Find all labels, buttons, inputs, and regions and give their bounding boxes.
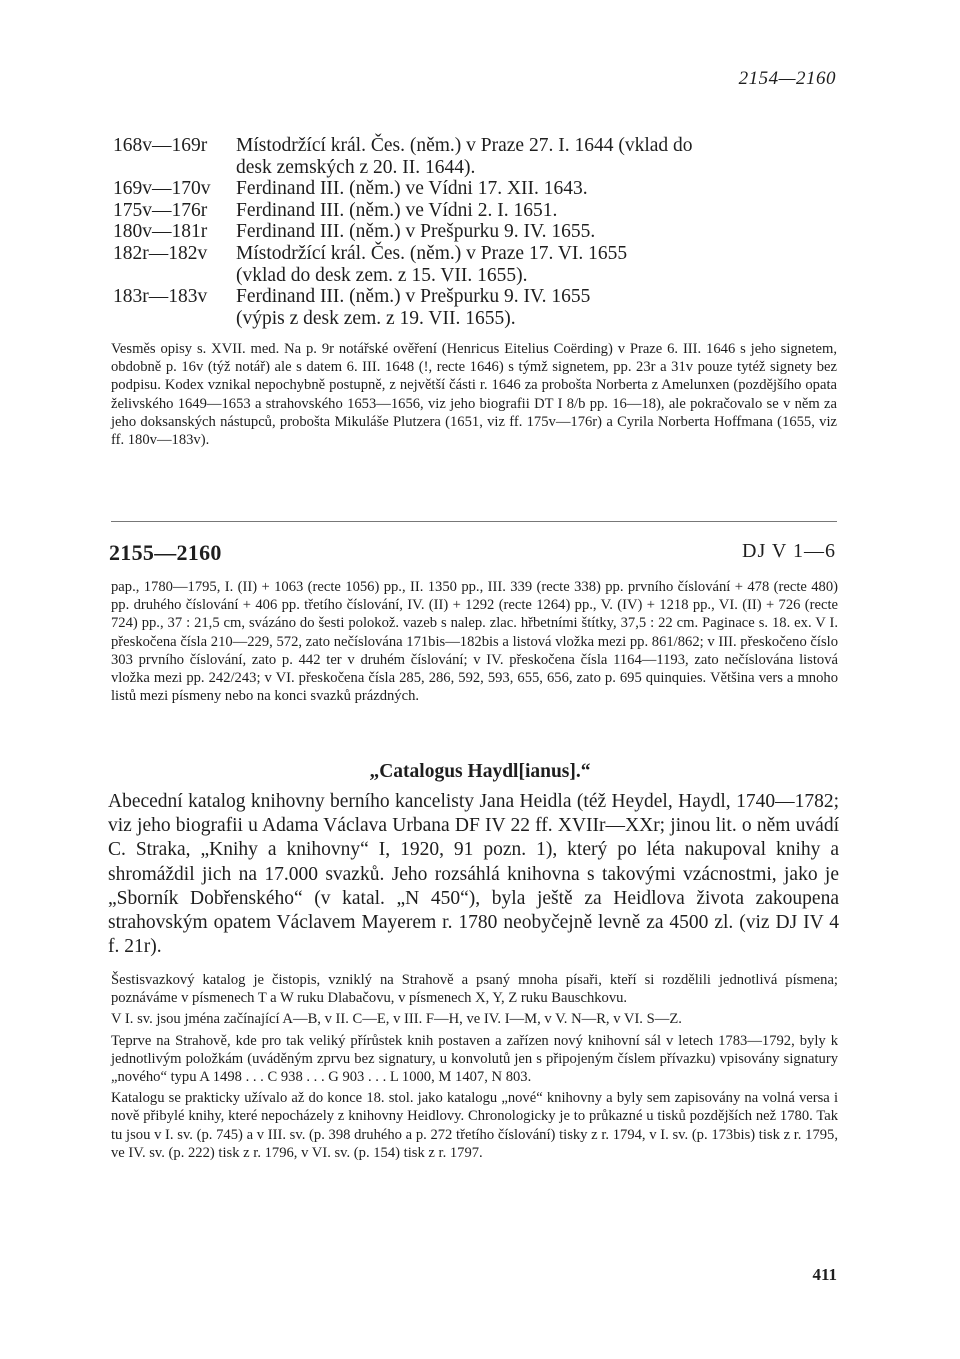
folio-range: 169v—170v — [113, 178, 211, 200]
shelf-signature: DJ V 1—6 — [742, 540, 836, 562]
catalog-notes — [111, 971, 838, 1165]
charter-description: Ferdinand III. (něm.) ve Vídni 2. I. 1651. — [236, 199, 558, 221]
codex-note: Vesměs opisy s. XVII. med. Na p. 9r notářské ověření (Henricus Eitelius Coërding) v Praze 6. III. 1646 s jeho signetem, obdobně p. 16v (týž notář) ale s datem 6. III. 1648 (!, recte 1646) s týmž signetem, pp. 23r a 31v pouze tytéž signety bez podpisu. Kodex vznikal nepochybně postupně, z největší části r. 1646 za proboštа Norberta z Amelunxen (pozdějšího opata želivského 1649—1653 a strahovského 1653—1656, viz jeho biografii DT I 8/b pp. 16—18), ale pokračovalo se v něm za jeho doksanských nástupců, proboštа Mikuláše Plutzera (1651, viz ff. 175v—176r) a Cyrila Norberta Hoffmana (1655, viz ff. 180v—183v). — [111, 341, 837, 449]
charter-description: Ferdinand III. (něm.) v Prešpurku 9. IV. 1655. — [236, 221, 596, 243]
folio-range: 182r—182v — [113, 242, 208, 264]
charter-entry — [113, 178, 843, 200]
catalog-title: „Catalogus Haydl[ianus].“ — [369, 761, 591, 782]
charter-description: Ferdinand III. (něm.) v Prešpurku 9. IV. 1655 (výpis z desk zem. z 19. VII. 1655). — [236, 286, 591, 329]
page-number: 411 — [812, 1265, 837, 1284]
catalog-abstract: Abecední katalog knihovny berního kancelisty Jana Heidla (též Heydel, Haydl, 1740—1782; viz jeho biografii u Adama Václava Urbana DF IV 22 ff. XVIIr—XXr; jinou lit. o něm uvádí C. Straka, „Knihy a knihovny“ I, 1920, 91 pozn. 1), který po léta nakupoval knihy a shromáždil jich na 17.000 svazků. Jeho rozsáhlá knihovna s takovými vzácnostmi, jako je „Sborník Dobřenského“ (v katal. „N 450“), byla ještě za Heidlova života zakoupena strahovským opatem Václavem Mayerem r. 1780 neobyčejně levně za 4500 zl. (viz DJ IV 4 f. 21r). — [108, 791, 839, 958]
note-paragraph: V I. sv. jsou jména začínající A—B, v II. C—E, v III. F—H, ve IV. I—M, v V. N—R, v VI. S—Z. — [111, 1011, 682, 1028]
charter-entry — [113, 135, 843, 178]
charter-description: Místodržící král. Čes. (něm.) v Praze 17. VI. 1655 (vklad do desk zem. z 15. VII. 1655). — [236, 242, 628, 286]
charter-description: Ferdinand III. (něm.) ve Vídni 17. XII. 1643. — [236, 178, 588, 200]
physical-description: pap., 1780—1795, I. (II) + 1063 (recte 1056) pp., II. 1350 pp., III. 339 (recte 338) pp. prvního číslování + 478 (recte 480) pp. druhého číslování + 406 pp. třetího číslování, IV. (II) + 1292 (recte 1264) pp., V. (IV) + 1218 pp., VI. (II) + 726 (recte 724) pp., 37 : 21,5 cm, svázáno do šesti polokož. vazeb s nalep. zlac. hřbetními štítky, 37,5 : 22 cm. Paginace s. 18. ex. V I. přeskočena čísla 210—229, 572, zato nečíslována 171bis—182bis a listová vložka mezi pp. 861/862; v III. přeskočeno číslo 303 prvního číslování, zato p. 442 ter v druhém číslování; v IV. přeskočena čísla 1164—1193, zato nečíslována listová vložka mezi pp. 242/243; v VI. přeskočena čísla 285, 286, 592, 593, 655, 656, zato p. 695 quinquies. Většina vers a mnoho listů mezi písmeny nebo na konci svazků prázdných. — [111, 579, 838, 705]
charter-entry — [113, 221, 843, 243]
folio-range: 168v—169r — [113, 135, 208, 156]
charter-list — [113, 135, 843, 329]
charter-entry — [113, 243, 843, 286]
running-head: 2154—2160 — [738, 68, 836, 89]
note-paragraph: Šestisvazkový katalog je čistopis, vzniklý na Strahově a psaný mnoha písaři, kteří si rozdělili jednotlivá písmena; poznáváme v písmenech T a W ruku Dlabačovu, v písmenech X, Y, Z ruku Bauschkovu. — [111, 972, 838, 1007]
charter-entry — [113, 286, 843, 329]
folio-range: 175v—176r — [113, 199, 208, 221]
folio-range: 180v—181r — [113, 221, 208, 243]
section-number: 2155—2160 — [109, 540, 222, 565]
note-paragraph: Teprve na Strahově, kde pro tak veliký přírůstek knih postaven a zařízen nový knihovní sál v letech 1783—1792, byly k jednotlivým položkám (uváděným zprvu bez signatury, u konvolutů jen s připojeným číslem přívazku) vpisovány signatury „nového“ typu A 1498 . . . C 938 . . . G 903 . . . L 1000, M 1407, N 803. — [111, 1032, 838, 1086]
charter-entry — [113, 200, 843, 222]
section-divider — [111, 521, 837, 522]
charter-description: Místodržící král. Čes. (něm.) v Praze 27. I. 1644 (vklad do desk zemských z 20. II. 1644). — [236, 135, 693, 178]
note-paragraph: Katalogu se prakticky užívalo až do konce 18. stol. jako katalogu „nové“ knihovny a byly sem zapisovány na volná versa i nově přibylé knihy, které nepocházely z knihovny Heidlovy. Chronologicky je to průkazné u tisků pozdějších než 1780. Tak tu jsou v I. sv. (p. 745) a v III. sv. (p. 398 druhého a p. 272 třetího číslování) tisky z r. 1794, v I. sv. (p. 173bis) tisk z r. 1795, ve IV. sv. (p. 222) tisk z r. 1796, v VI. sv. (p. 154) tisk z r. 1797. — [111, 1090, 838, 1161]
folio-range: 183r—183v — [113, 286, 208, 308]
